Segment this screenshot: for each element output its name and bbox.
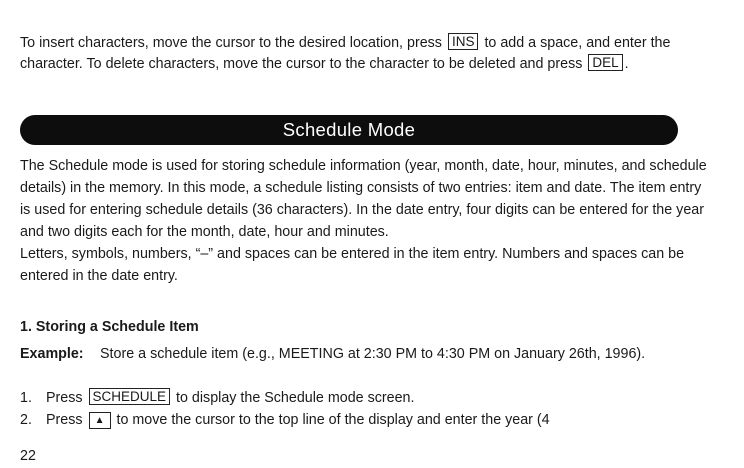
banner-title: Schedule Mode [282, 119, 416, 140]
schedule-description [20, 155, 710, 287]
schedule-key-label: SCHEDULE [89, 388, 171, 405]
step-number: 2. [20, 412, 32, 428]
intro-text-part2: to add a space, and enter the character. To delete characters, move the cursor to the character to be deleted and press [20, 35, 671, 72]
description-paragraph-1: The Schedule mode is used for storing schedule information (year, month, date, hour, minutes, and schedule details) in the memory. In this mode, a schedule listing consists of two entries: item and date. The item entry is used for entering schedule details (36 characters). In the date entry, four digits can be entered for the year and two digits each for the month, date, hour and minutes. [20, 158, 707, 240]
step-item [20, 387, 710, 409]
step-number: 1. [20, 390, 32, 406]
step-text-after: to display the Schedule mode screen. [176, 390, 415, 406]
up-arrow-key-icon: ▲ [89, 412, 111, 429]
step-text-before: Press [45, 390, 83, 406]
intro-text-part3: . [624, 56, 629, 72]
description-paragraph-2: Letters, symbols, numbers, “–” and spaces can be entered in the item entry. Numbers and spaces can be entered in the date entry. [20, 246, 685, 284]
example-block [20, 343, 710, 365]
page-number: 22 [20, 448, 36, 464]
step-text-before: Press [45, 412, 83, 428]
ins-key-label: INS [448, 33, 479, 50]
example-label: Example: [20, 346, 84, 362]
del-key-label: DEL [588, 54, 622, 71]
step-item [20, 409, 710, 431]
section-banner [20, 115, 678, 145]
section-heading: 1. Storing a Schedule Item [20, 319, 199, 335]
intro-paragraph [20, 33, 710, 75]
example-text: Store a schedule item (e.g., MEETING at 2:30 PM to 4:30 PM on January 26th, 1996). [100, 346, 646, 362]
step-text-after: to move the cursor to the top line of the display and enter the year (4 [116, 412, 550, 428]
intro-text-part1: To insert characters, move the cursor to the desired location, press [20, 35, 442, 51]
steps-list [20, 387, 710, 431]
